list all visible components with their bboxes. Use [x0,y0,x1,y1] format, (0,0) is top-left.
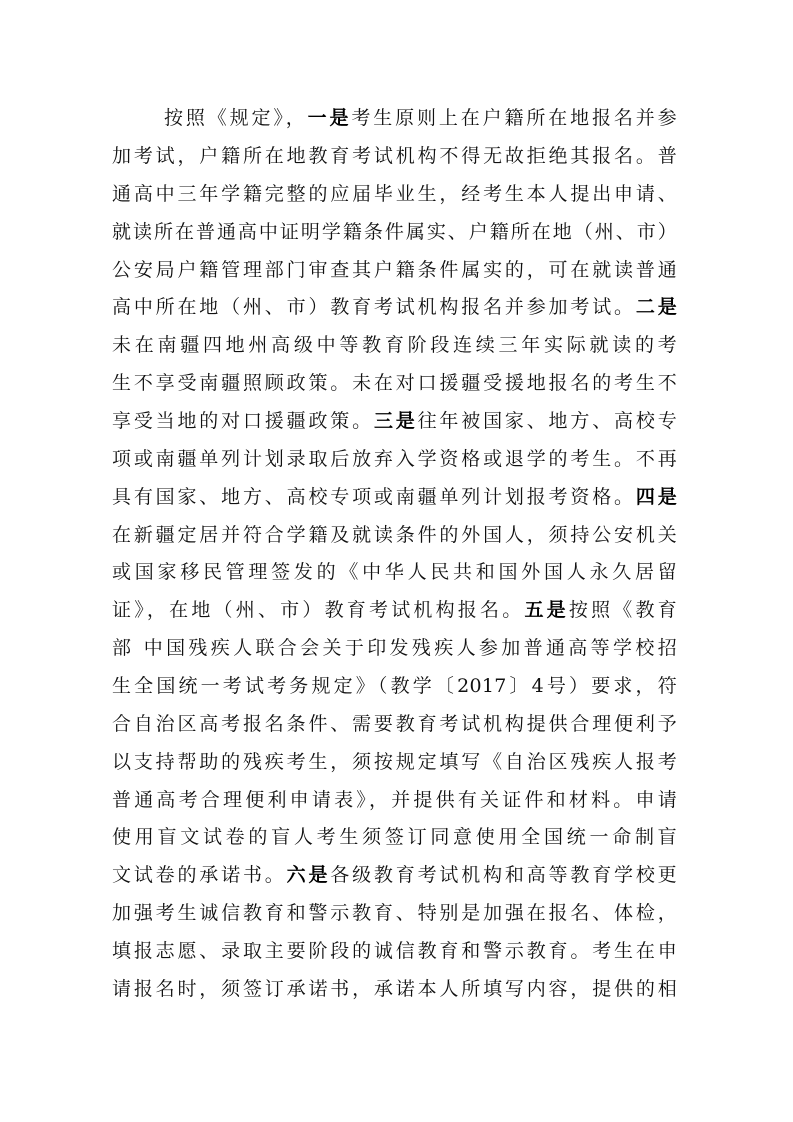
line-text: 或国家移民管理签发的《中华人民共和国外国人永久居留 [112,561,677,583]
paragraph-line [112,330,677,360]
paragraph-line [112,557,677,587]
line-text: 考生原则上在户籍所在地报名并参 [351,107,677,129]
paragraph-line [112,671,677,701]
line-text: 普通高考合理便利申请表》，并提供有关证件和材料。申请 [112,789,677,811]
line-text: 高中所在地（州、市）教育考试机构报名并参加考试。 [112,296,636,318]
paragraph-line [112,747,677,777]
paragraph-line [112,709,677,739]
item-marker-bold: 二是 [635,296,677,318]
item-marker-bold: 四是 [635,486,677,508]
line-text: 通高中三年学籍完整的应届毕业生，经考生本人提出申请、 [112,183,677,205]
paragraph-line [164,103,677,133]
paragraph-line [112,860,677,890]
paragraph-line [112,406,677,436]
paragraph-line [112,368,677,398]
line-text: 具有国家、地方、高校专项或南疆单列计划报考资格。 [112,486,636,508]
paragraph-line [112,898,677,928]
line-text: 未在南疆四地州高级中等教育阶段连续三年实际就读的考 [112,334,677,356]
line-text: 各级教育考试机构和高等教育学校更 [330,864,677,886]
paragraph-line [112,520,677,550]
item-marker-bold: 六是 [286,864,331,886]
line-text: 合自治区高考报名条件、需要教育考试机构提供合理便利予 [112,713,677,735]
item-marker-bold: 一是 [307,107,352,129]
paragraph-line [112,217,677,247]
line-text: 享受当地的对口援疆政策。 [112,410,374,432]
line-text: 在新疆定居并符合学籍及就读条件的外国人，须持公安机关 [112,524,677,546]
item-marker-bold: 三是 [373,410,418,432]
line-text: 以支持帮助的残疾考生，须按规定填写《自治区残疾人报考 [112,751,677,773]
line-text: 公安局户籍管理部门审查其户籍条件属实的，可在就读普通 [112,259,677,281]
line-text: 就读所在普通高中证明学籍条件属实、户籍所在地（州、市） [112,221,677,243]
line-text: 加强考生诚信教育和警示教育、特别是加强在报名、体检， [112,902,677,924]
line-text: 填报志愿、录取主要阶段的诚信教育和警示教育。考生在申 [112,940,677,962]
line-text: 按照《规定》， [164,107,308,129]
line-text: 往年被国家、地方、高校专 [417,410,677,432]
line-text: 证》，在地（州、市）教育考试机构报名。 [112,599,525,621]
line-text: 加考试，户籍所在地教育考试机构不得无故拒绝其报名。普 [112,145,677,167]
paragraph-line [112,292,677,322]
line-text: 项或南疆单列计划录取后放弃入学资格或退学的考生。不再 [112,448,677,470]
line-text: 生全国统一考试考务规定》（教学〔2017〕4号）要求，符 [112,675,677,697]
paragraph-line [112,936,677,966]
paragraph-line [112,595,677,625]
line-text: 按照《教育 [568,599,677,621]
line-text: 部 中国残疾人联合会关于印发残疾人参加普通高等学校招 [112,637,677,659]
paragraph-line [112,785,677,815]
paragraph-line [112,141,677,171]
paragraph-line [112,633,677,663]
line-text: 生不享受南疆照顾政策。未在对口援疆受援地报名的考生不 [112,372,677,394]
paragraph-line [112,255,677,285]
item-marker-bold: 五是 [524,599,569,621]
line-text: 请报名时，须签订承诺书，承诺本人所填写内容，提供的相 [112,978,677,1000]
line-text: 文试卷的承诺书。 [112,864,287,886]
paragraph-line [112,974,677,1004]
paragraph-line [112,444,677,474]
paragraph-line [112,179,677,209]
paragraph-line [112,822,677,852]
line-text: 使用盲文试卷的盲人考生须签订同意使用全国统一命制盲 [112,826,677,848]
paragraph-line [112,482,677,512]
